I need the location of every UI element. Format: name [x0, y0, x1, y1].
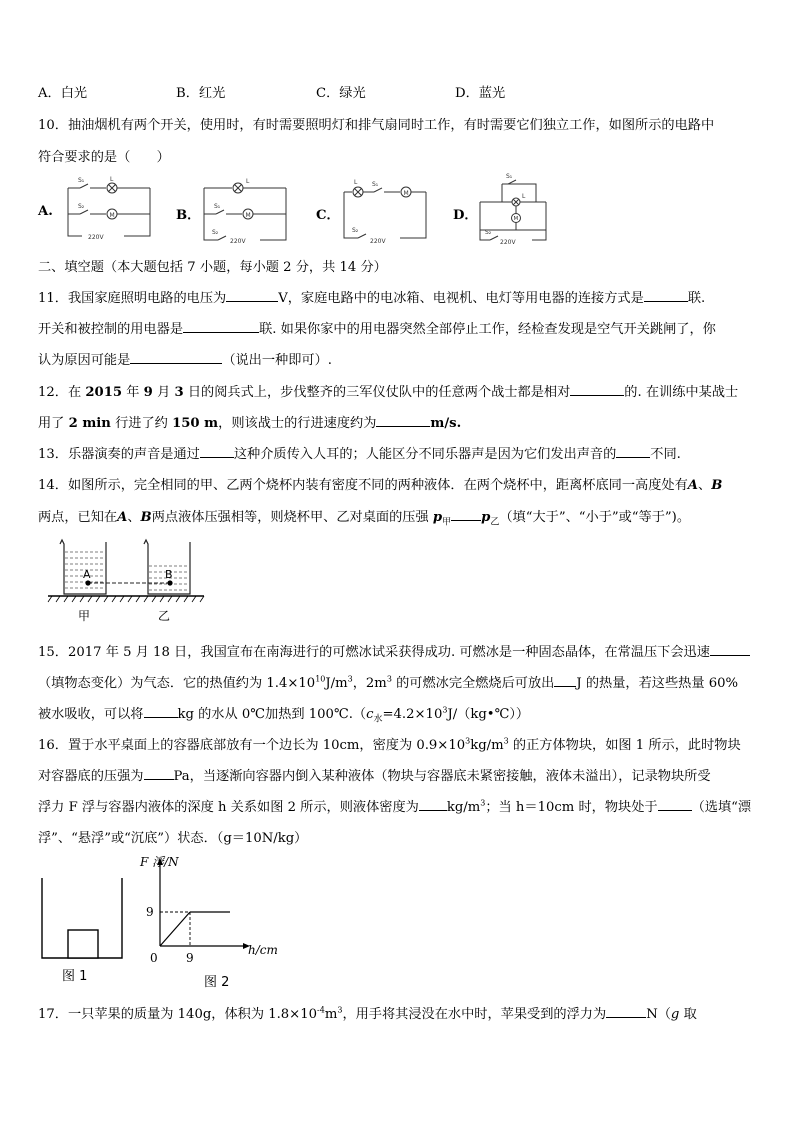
y-tick-9: 9	[146, 905, 154, 919]
answer-blank[interactable]	[183, 319, 259, 333]
q16-line-2: 对容器底的压强为 Pa，当逐渐向容器内倒入某种液体（物块与容器底未紧密接触，液体未溢出），记录物块所受	[38, 765, 711, 784]
switch-label: S₁	[78, 177, 85, 184]
circuit-diagram-b	[200, 180, 292, 246]
q10-option-a-label: A.	[38, 204, 53, 219]
point-a-label: A	[83, 568, 91, 581]
lamp-label: L	[522, 193, 526, 200]
beaker-yi-label: 乙	[158, 609, 171, 623]
q10-option-d-label: D．	[453, 208, 478, 223]
graph-rising-segment	[160, 912, 190, 946]
switch-label: S₂	[212, 229, 219, 236]
q14-line-1: 14．如图所示，完全相同的甲、乙两个烧杯内装有密度不同的两种液体．在两个烧杯中，距离杯底同一高度处有A、B	[38, 478, 723, 493]
q9-option-d: D．蓝光	[455, 86, 506, 101]
q9-option-b: B．红光	[176, 86, 226, 101]
answer-blank[interactable]	[710, 642, 750, 656]
q9-option-a: A．白光	[38, 86, 88, 101]
answer-blank[interactable]	[144, 766, 174, 780]
supply-label: 220V	[370, 238, 386, 245]
answer-blank[interactable]	[570, 382, 624, 396]
answer-blank[interactable]	[144, 704, 178, 718]
q14-line-2: 两点，已知在A、B两点液体压强相等，则烧杯甲、乙对桌面的压强 $p_甲$ $p_乙$（填“大于”、“小于”或“等于”)。	[38, 506, 690, 528]
point-a	[85, 580, 90, 585]
figure-1-caption: 图 1	[62, 969, 88, 984]
switch-label: S₂	[485, 229, 492, 236]
answer-blank[interactable]	[616, 444, 650, 458]
answer-blank[interactable]	[658, 797, 692, 811]
answer-blank[interactable]	[606, 1004, 646, 1018]
figure-1-container	[40, 878, 126, 988]
supply-label: 220V	[230, 238, 246, 245]
q11-line-2: 开关和被控制的用电器是 联. 如果你家中的用电器突然全部停止工作，经检查发现是空气开关跳闸了，你	[38, 318, 716, 337]
motor-symbol: M	[403, 190, 409, 197]
cube-block	[68, 930, 98, 958]
q15-line-2: （填物态变化）为气态．它的热值约为 $1.4\times 10^{10}J/m^3$，$2m^3$ 的可燃冰完全燃烧后可放出 J 的热量，若这些热量 60%	[38, 674, 739, 691]
x-tick-9: 9	[186, 951, 194, 965]
supply-label: 220V	[500, 239, 516, 246]
y-axis-label: F 浮/N	[140, 855, 179, 869]
lamp-label: L	[246, 178, 250, 185]
q15-line-3: 被水吸收，可以将 kg 的水从 0℃加热到 $100℃.(c_水=4.2\times 10^3J/(kg•℃))$	[38, 705, 530, 725]
answer-blank[interactable]	[376, 413, 430, 427]
q11-line-3: 认为原因可能是 （说出一种即可）.	[38, 349, 332, 368]
origin-label: 0	[150, 951, 158, 965]
answer-blank[interactable]	[200, 444, 234, 458]
switch-label: S₁	[214, 203, 221, 210]
supply-label: 220V	[88, 234, 104, 241]
q13-line: 13．乐器演奏的声音是通过 这种介质传入人耳的；人能区分不同乐器声是因为它们发出声音的 不同.	[38, 443, 681, 462]
q17-line: 17．一只苹果的质量为 140g，体积为 $1.8\times 10^{-4}m^3$，用手将其浸没在水中时，苹果受到的浮力为 N（g 取	[38, 1005, 697, 1022]
switch-label: S₂	[78, 203, 85, 210]
circuit-diagram-c	[340, 178, 432, 246]
q9-option-c: C．绿光	[316, 86, 366, 101]
section-heading-fill-in: 二、填空题（本大题包括 7 小题，每小题 2 分，共 14 分）	[38, 260, 387, 275]
switch-label: S₂	[352, 227, 359, 234]
point-b	[167, 580, 172, 585]
motor-symbol: M	[245, 212, 251, 219]
q11-line-1: 11．我国家庭照明电路的电压为 V，家庭电路中的电冰箱、电视机、电灯等用电器的连接方式是 联.	[38, 287, 705, 306]
q10-option-b-label: B．	[176, 208, 201, 223]
q12-line-2: 用了 2 min 行进了约 150 m，则该战士的行进速度约为 m/s.	[38, 412, 461, 431]
answer-blank[interactable]	[451, 507, 481, 521]
switch-label: S₁	[372, 181, 379, 188]
q10-option-c-label: C．	[316, 208, 340, 223]
q10-line-2: 符合要求的是（ ）	[38, 150, 170, 165]
beaker-jia-label: 甲	[78, 609, 91, 623]
q16-line-4: 浮”、“悬浮”或“沉底”）状态．（g＝10N/kg）	[38, 831, 308, 846]
lamp-label: L	[354, 179, 358, 186]
x-axis-label: h/cm	[248, 943, 278, 957]
answer-blank[interactable]	[644, 288, 688, 302]
switch-label: S₁	[506, 173, 513, 180]
q15-line-1: 15．2017 年 5 月 18 日，我国宣布在南海进行的可燃冰试采获得成功. 可燃冰是一种固态晶体，在常温压下会迅速	[38, 641, 750, 660]
answer-blank[interactable]	[419, 797, 447, 811]
motor-symbol: M	[109, 212, 115, 219]
point-b-label: B	[165, 568, 173, 581]
lamp-label: L	[110, 176, 114, 183]
answer-blank[interactable]	[226, 288, 278, 302]
figure-2-caption: 图 2	[204, 975, 230, 990]
q12-line-1: 12．在 2015 年 9 月 3 日的阅兵式上，步伐整齐的三军仪仗队中的任意两个战士都是相对 的. 在训练中某战士	[38, 381, 738, 400]
circuit-diagram-a	[64, 176, 156, 244]
beaker-figure	[48, 534, 208, 626]
answer-blank[interactable]	[554, 673, 576, 687]
q10-line-1: 10．抽油烟机有两个开关，使用时，有时需要照明灯和排气扇同时工作，有时需要它们独立工作，如图所示的电路中	[38, 118, 715, 133]
circuit-diagram-d	[476, 172, 550, 246]
q16-line-1: 16．置于水平桌面上的容器底部放有一个边长为 10cm，密度为 $0.9\times 10^3kg/m^3$ 的正方体物块，如图 1 所示，此时物块	[38, 736, 741, 753]
q16-line-3: 浮力 F 浮与容器内液体的深度 h 关系如图 2 所示，则液体密度为 $kg/m^3$；当 h＝10cm 时，物块处于 （选填“漂	[38, 798, 752, 815]
answer-blank[interactable]	[130, 350, 222, 364]
motor-symbol: M	[513, 216, 519, 222]
figure-2-graph	[134, 850, 278, 990]
